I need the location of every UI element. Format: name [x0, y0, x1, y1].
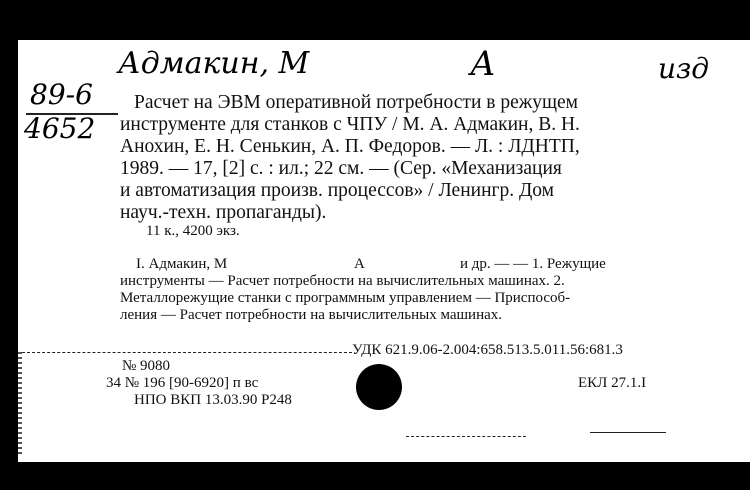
price-and-print-run: 11 к., 4200 экз. [146, 223, 240, 239]
subject-line-1-name: I. Адмакин, М [136, 256, 228, 272]
handwritten-letter: А [470, 44, 496, 84]
udk-dashed-rule [22, 352, 352, 353]
entry-line-2: инструменте для станков с ЧПУ / М. А. Адмакин, В. Н. [120, 114, 580, 135]
ekl-code: ЕКЛ 27.1.I [578, 375, 647, 391]
subject-line-4: ления — Расчет потребности на вычислительных машинах. [120, 307, 503, 323]
catalog-card [18, 40, 750, 462]
subject-line-3: Металлорежущие станки с программным управлением — Приспособ- [120, 290, 571, 306]
entry-line-4: 1989. — 17, [2] с. : ил.; 22 см. — (Сер. «Механизация [120, 158, 562, 179]
npo-info: НПО ВКП 13.03.90 Р248 [134, 392, 292, 408]
entry-line-6: науч.-техн. пропаганды). [120, 202, 327, 223]
entry-line-5: и автоматизация произв. процессов» / Ленингр. Дом [120, 180, 555, 201]
shelf-mark-top: 89-6 [30, 78, 93, 111]
entry-line-3: Анохин, Е. Н. Сенькин, А. П. Федоров. — Л. : ЛДНТП, [120, 136, 580, 157]
punch-hole [356, 364, 402, 410]
shelf-mark-bottom: 4652 [24, 112, 96, 145]
udk-classification: УДК 621.9.06-2.004:658.513.5.011.56:681.3 [352, 342, 623, 358]
card-edge-marks [18, 352, 22, 456]
card-number: № 9080 [122, 358, 171, 374]
subject-line-1-initial: А [354, 256, 365, 272]
handwritten-corner-note: изд [658, 52, 710, 85]
order-info: 34 № 196 [90-6920] п вс [106, 375, 259, 391]
bottom-rule-right [590, 432, 666, 433]
entry-line-1: Расчет на ЭВМ оперативной потребности в режущем [134, 92, 578, 113]
bottom-dashed-rule-left [406, 436, 526, 437]
subject-line-2: инструменты — Расчет потребности на вычислительных машинах. 2. [120, 273, 565, 289]
handwritten-author: Адмакин, М [118, 46, 310, 81]
subject-line-1-rest: и др. — — 1. Режущие [460, 256, 606, 272]
